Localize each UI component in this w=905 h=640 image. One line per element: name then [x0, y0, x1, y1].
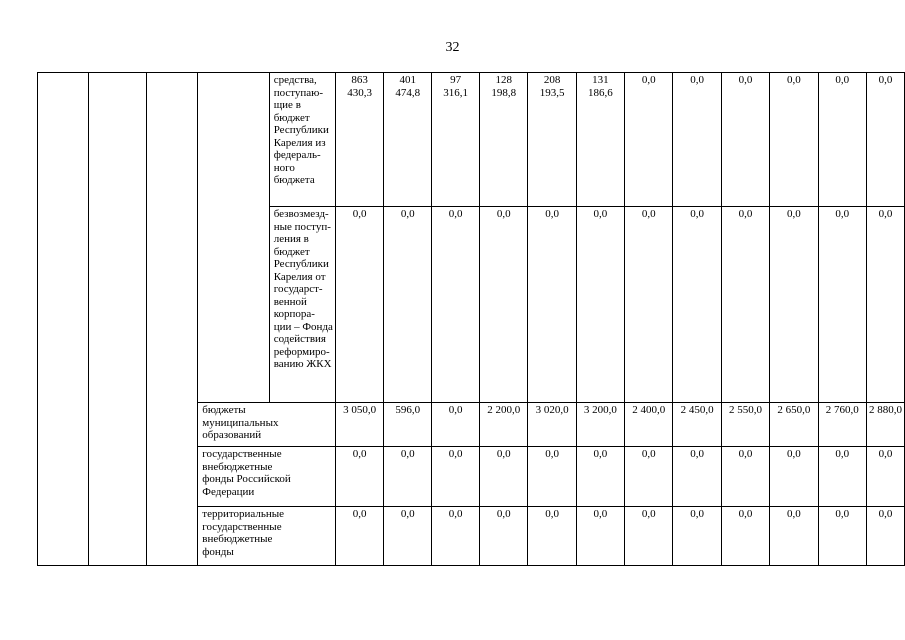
label-line: ления в [273, 233, 309, 245]
value-cell [384, 207, 432, 403]
value-text: 0,0 [400, 208, 415, 220]
value-text: 0,0 [352, 448, 367, 460]
label-line: федераль- [273, 149, 321, 161]
value-text: 0,0 [738, 208, 753, 220]
value-cell [335, 447, 383, 507]
empty-cell [198, 73, 269, 207]
value-text: 0,0 [593, 208, 608, 220]
value-text: 0,0 [545, 208, 559, 220]
label-line: фонды Российской [202, 473, 291, 485]
value-text: 0,0 [835, 508, 850, 520]
value-cell [673, 207, 721, 403]
value-cell [770, 447, 818, 507]
empty-cell [147, 207, 198, 403]
value-cell [480, 403, 528, 447]
value-text: 0,0 [835, 208, 850, 220]
value-cell [576, 207, 624, 403]
value-cell [432, 403, 480, 447]
value-text: 0,0 [878, 208, 893, 220]
empty-cell [38, 73, 89, 207]
label-line: образований [202, 429, 262, 441]
value-text: 0,0 [641, 508, 656, 520]
value-text: 0,0 [496, 208, 511, 220]
row-label [269, 73, 335, 207]
table-row [38, 447, 905, 507]
value-text: 0,0 [690, 74, 705, 86]
label-line: внебюджетные [202, 533, 273, 545]
value-text: 0,0 [786, 74, 801, 86]
label-line: бюджеты [202, 404, 246, 416]
value-cell [625, 403, 673, 447]
value-text: 2 760,0 [825, 404, 859, 416]
value-text: 474,8 [395, 86, 421, 99]
value-text: 97 [450, 74, 462, 86]
label-line: поступаю- [273, 86, 324, 99]
value-cell [576, 507, 624, 566]
value-text: 0,0 [835, 448, 850, 460]
value-cell [528, 507, 576, 566]
value-text: 0,0 [448, 208, 463, 220]
page-number: 32 [445, 40, 460, 55]
value-cell [335, 73, 383, 207]
value-cell [384, 403, 432, 447]
row-label [198, 447, 336, 507]
value-cell [673, 507, 721, 566]
value-cell [384, 73, 432, 207]
empty-cell [198, 207, 269, 403]
budget-table [37, 72, 905, 566]
value-text: 0,0 [738, 74, 753, 86]
value-text: 0,0 [352, 208, 367, 220]
value-text: 0,0 [352, 508, 367, 520]
label-line: фонды [202, 545, 234, 558]
value-cell [770, 207, 818, 403]
value-text: 0,0 [641, 74, 656, 86]
label-line: государственные [202, 520, 282, 533]
row-label [198, 507, 336, 566]
value-cell [867, 207, 905, 403]
value-text: 2 880,0 [869, 404, 902, 416]
value-text: 2 550,0 [729, 404, 762, 416]
value-text: 0,0 [448, 404, 463, 416]
value-text: 0,0 [878, 448, 893, 460]
table-row [38, 73, 905, 207]
empty-cell [38, 447, 89, 507]
value-cell [528, 207, 576, 403]
value-cell [432, 207, 480, 403]
value-cell [818, 207, 866, 403]
value-text: 131 [592, 74, 609, 86]
value-text: 193,5 [539, 86, 565, 99]
value-cell [867, 507, 905, 566]
value-cell [625, 447, 673, 507]
label-line: средства, [273, 74, 317, 86]
value-cell [432, 73, 480, 207]
value-cell [480, 507, 528, 566]
value-cell [867, 447, 905, 507]
value-cell [528, 403, 576, 447]
value-text: 128 [495, 74, 512, 86]
value-cell [721, 207, 769, 403]
table-row [38, 403, 905, 447]
value-cell [770, 403, 818, 447]
value-cell [625, 73, 673, 207]
value-text: 0,0 [641, 448, 656, 460]
label-line: корпора- [273, 308, 315, 320]
empty-cell [88, 73, 146, 207]
value-cell [673, 447, 721, 507]
label-line: государственные [202, 448, 282, 460]
value-cell [867, 73, 905, 207]
value-text: 430,3 [347, 86, 372, 99]
label-line: ные поступ- [273, 220, 331, 233]
empty-cell [38, 507, 89, 566]
value-cell [384, 447, 432, 507]
value-text: 0,0 [786, 508, 801, 520]
empty-cell [38, 403, 89, 447]
value-text: 3 020,0 [535, 404, 569, 416]
label-line: внебюджетные [202, 460, 273, 473]
label-line: бюджет [273, 245, 310, 258]
value-text: 0,0 [593, 508, 608, 520]
value-cell [432, 447, 480, 507]
label-line: содействия [273, 333, 326, 345]
value-cell [721, 507, 769, 566]
value-text: 0,0 [835, 74, 850, 86]
row-label [269, 207, 335, 403]
value-text: 0,0 [641, 208, 656, 220]
value-text: 0,0 [690, 508, 705, 520]
empty-cell [147, 403, 198, 447]
value-cell [625, 507, 673, 566]
value-cell [818, 507, 866, 566]
value-cell [576, 447, 624, 507]
value-cell [432, 507, 480, 566]
value-text: 0,0 [448, 508, 463, 520]
value-text: 0,0 [738, 448, 753, 460]
empty-cell [147, 73, 198, 207]
label-line: ции – Фонда [273, 320, 333, 333]
value-cell [818, 447, 866, 507]
value-text: 0,0 [496, 448, 511, 460]
value-cell [335, 403, 383, 447]
value-text: 0,0 [400, 508, 415, 520]
value-text: 0,0 [690, 208, 705, 220]
value-cell [625, 207, 673, 403]
value-cell [528, 447, 576, 507]
value-text: 596,0 [395, 404, 421, 416]
table-row [38, 207, 905, 403]
empty-cell [88, 207, 146, 403]
value-text: 0,0 [738, 508, 753, 520]
value-text: 0,0 [448, 448, 463, 460]
value-cell [818, 73, 866, 207]
value-text: 863 [351, 74, 368, 86]
value-text: 0,0 [400, 448, 415, 460]
value-cell [335, 507, 383, 566]
value-text: 0,0 [593, 448, 608, 460]
empty-cell [88, 507, 146, 566]
value-cell [770, 507, 818, 566]
value-text: 0,0 [496, 508, 511, 520]
value-cell [576, 403, 624, 447]
value-cell [384, 507, 432, 566]
value-cell [528, 73, 576, 207]
value-text: 401 [399, 74, 416, 86]
table-row [38, 507, 905, 566]
value-text: 2 450,0 [680, 404, 714, 416]
empty-cell [88, 447, 146, 507]
label-line: безвозмезд- [273, 208, 329, 220]
value-cell [673, 403, 721, 447]
value-text: 186,6 [588, 86, 613, 99]
label-line: Карелия из [273, 136, 326, 149]
value-text: 0,0 [545, 448, 559, 460]
label-line: венной [273, 295, 307, 308]
value-text: 3 200,0 [583, 404, 617, 416]
row-label [198, 403, 336, 447]
value-text: 2 650,0 [777, 404, 811, 416]
value-text: 3 050,0 [343, 404, 377, 416]
label-line: Карелия от [273, 270, 326, 283]
table-body [38, 73, 905, 566]
label-line: щие в [273, 99, 301, 111]
value-text: 2 200,0 [487, 404, 521, 416]
value-cell [673, 73, 721, 207]
empty-cell [147, 447, 198, 507]
empty-cell [147, 507, 198, 566]
label-line: Федерации [202, 485, 255, 498]
value-text: 316,1 [443, 86, 468, 99]
empty-cell [38, 207, 89, 403]
label-line: ного [273, 161, 295, 174]
label-line: ванию ЖКХ [273, 358, 332, 370]
value-text: 2 400,0 [632, 404, 666, 416]
value-cell [818, 403, 866, 447]
value-text: 0,0 [545, 508, 559, 520]
label-line: государст- [273, 283, 323, 295]
value-text: 198,8 [491, 86, 517, 99]
value-text: 0,0 [786, 208, 801, 220]
value-cell [721, 447, 769, 507]
value-cell [480, 207, 528, 403]
label-line: бюджета [273, 174, 315, 186]
value-text: 208 [543, 74, 561, 86]
value-cell [721, 73, 769, 207]
value-cell [770, 73, 818, 207]
label-line: Республики [273, 258, 329, 270]
value-cell [576, 73, 624, 207]
label-line: бюджет [273, 111, 310, 124]
value-text: 0,0 [878, 74, 893, 86]
value-text: 0,0 [878, 508, 893, 520]
label-line: Республики [273, 124, 329, 136]
label-line: территориальные [202, 508, 285, 520]
value-cell [480, 447, 528, 507]
value-cell [480, 73, 528, 207]
empty-cell [88, 403, 146, 447]
label-line: муниципальных [202, 416, 279, 429]
label-line: реформиро- [273, 345, 330, 358]
value-text: 0,0 [786, 448, 801, 460]
value-cell [867, 403, 905, 447]
value-text: 0,0 [690, 448, 705, 460]
value-cell [335, 207, 383, 403]
value-cell [721, 403, 769, 447]
